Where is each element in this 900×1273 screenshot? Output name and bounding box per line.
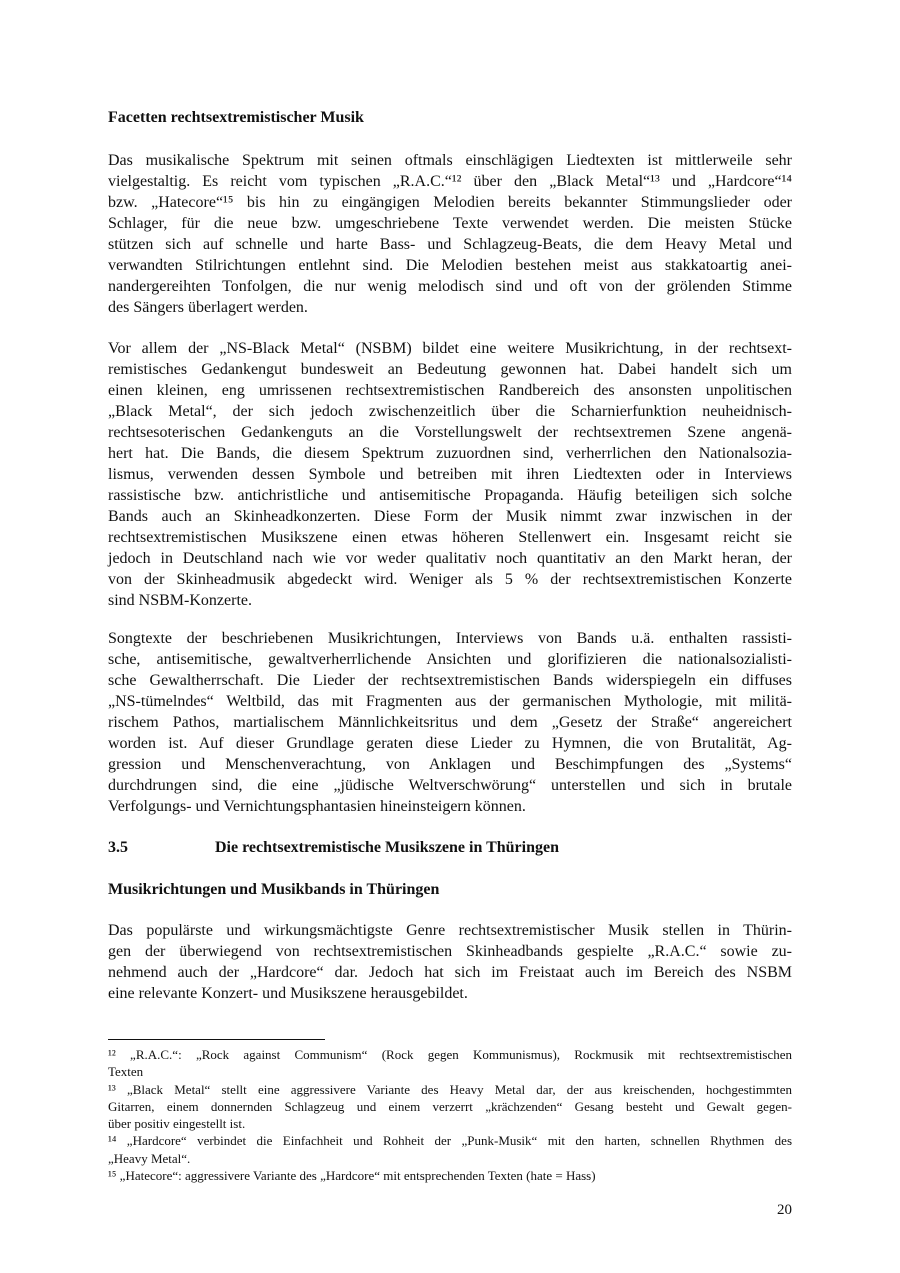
page-number: 20 — [777, 1202, 792, 1218]
footnotes — [108, 1046, 792, 1184]
text-line: stützen sich auf schnelle und harte Bass- und Schlagzeug-Beats, die dem Heavy Metal und — [108, 236, 792, 253]
text-line: Verfolgungs- und Vernichtungsphantasien hineinsteigern können. — [108, 798, 526, 815]
text-line: rechtsesoterischen Gedankenguts an die Vorstellungswelt der rechtsextremen Szene angenä- — [108, 424, 792, 441]
text-line: rischem Pathos, martialischem Männlichkeitsritus und dem „Gesetz der Straße“ angereichert — [108, 714, 792, 731]
text-line: Vor allem der „NS-Black Metal“ (NSBM) bildet eine weitere Musikrichtung, in der rechtsext- — [108, 340, 792, 357]
footnote-15: ¹⁵ „Hatecore“: aggressivere Variante des „Hardcore“ mit entsprechenden Texten (hate = Hass) — [108, 1168, 596, 1184]
text-line: nehmend auch der „Hardcore“ dar. Jedoch hat sich im Freistaat auch im Bereich des NSBM — [108, 964, 792, 981]
text-line: verwandten Stilrichtungen entlehnt sind. Die Melodien bestehen meist aus stakkatoartig anei- — [108, 257, 792, 274]
text-line: Bands auch an Skinheadkonzerten. Diese Form der Musik nimmt zwar inzwischen in der — [108, 508, 792, 525]
paragraph-4 — [108, 920, 792, 1004]
section-number: 3.5 — [108, 839, 128, 856]
text-line: jedoch in Deutschland nach wie vor weder qualitativ noch quantitativ an den Markt heran, der — [108, 550, 792, 567]
text-line: durchdrungen sind, die eine „jüdische Weltverschwörung“ unterstellen und sich in brutale — [108, 777, 792, 794]
text-line: sind NSBM-Konzerte. — [108, 592, 252, 609]
footnote-13-cont: Gitarren, einem donnernden Schlagzeug und einem verzerrt „krächzenden“ Gesang besteht und Gewalt gegen- — [108, 1098, 792, 1114]
text-line: bzw. „Hatecore“¹⁵ bis hin zu eingängigen Melodien bereits bekannter Stimmungslieder oder — [108, 194, 792, 211]
text-line: Schlager, für die neue bzw. umgeschriebene Texte verwendet werden. Die meisten Stücke — [108, 215, 792, 232]
text-line: „Black Metal“, der sich jedoch zwischenzeitlich über die Scharnierfunktion neuheidnisch- — [108, 403, 792, 420]
text-line: einen kleinen, eng umrissenen rechtsextremistischen Randbereich des ansonsten unpolitischen — [108, 382, 792, 399]
text-line: sche Gewaltherrschaft. Die Lieder der rechtsextremistischen Bands widerspiegeln ein diffuses — [108, 672, 792, 689]
text-line: von der Skinheadmusik abgedeckt wird. Weniger als 5 % der rechtsextremistischen Konzerte — [108, 571, 792, 588]
footnote-12: ¹² „R.A.C.“: „Rock against Communism“ (Rock gegen Kommunismus), Rockmusik mit rechtsextremistischen — [108, 1047, 792, 1062]
text-line: „NS-tümelndes“ Weltbild, das mit Fragmenten aus der germanischen Mythologie, mit militä- — [108, 693, 792, 710]
text-line: nandergereihten Tonfolgen, die nur wenig melodisch sind und oft von der grölenden Stimme — [108, 278, 792, 295]
text-line: worden ist. Auf dieser Grundlage geraten diese Lieder zu Hymnen, die von Brutalität, Ag- — [108, 735, 792, 752]
text-line: rechtsextremistischen Musikszene einen etwas höheren Stellenwert ein. Insgesamt reicht sie — [108, 529, 792, 546]
text-line: hert hat. Die Bands, die diesem Spektrum zuzuordnen sind, verherrlichen den Nationalsozia- — [108, 445, 792, 462]
text-line: Songtexte der beschriebenen Musikrichtungen, Interviews von Bands u.ä. enthalten rassisti- — [108, 630, 792, 647]
text-line: lismus, verwenden dessen Symbole und betreiben mit ihren Liedtexten oder in Interviews — [108, 466, 792, 483]
paragraph-2 — [108, 338, 792, 611]
heading-musikrichtungen: Musikrichtungen und Musikbands in Thüringen — [108, 881, 440, 898]
text-line: Das populärste und wirkungsmächtigste Genre rechtsextremistischer Musik stellen in Thürin- — [108, 922, 792, 939]
text-line: gression und Menschenverachtung, von Anklagen und Beschimpfungen des „Systems“ — [108, 756, 792, 773]
footnote-14: ¹⁴ „Hardcore“ verbindet die Einfachheit und Rohheit der „Punk-Musik“ mit den harten, schnellen Rhythmen des — [108, 1133, 792, 1149]
footnote-separator — [108, 1039, 325, 1040]
text-line: des Sängers überlagert werden. — [108, 299, 308, 316]
heading-facetten: Facetten rechtsextremistischer Musik — [108, 109, 364, 126]
text-line: Das musikalische Spektrum mit seinen oftmals einschlägigen Liedtexten ist mittlerweile sehr — [108, 152, 792, 169]
footnote-12-cont: Texten — [108, 1064, 144, 1080]
text-line: remistisches Gedankengut bundesweit an Bedeutung gewonnen hat. Dabei handelt sich um — [108, 361, 792, 378]
footnote-14-cont: „Heavy Metal“. — [108, 1150, 191, 1166]
footnote-13-cont: über positiv eingestellt ist. — [108, 1116, 246, 1132]
paragraph-1 — [108, 150, 792, 318]
footnote-13: ¹³ „Black Metal“ stellt eine aggressivere Variante des Heavy Metal dar, der aus kreischenden, hochgestimmten — [108, 1081, 792, 1097]
section-title: Die rechtsextremistische Musikszene in Thüringen — [215, 839, 559, 856]
text-line: rassistische bzw. antichristliche und antisemitische Propaganda. Häufig beteiligen sich solche — [108, 487, 792, 504]
text-line: eine relevante Konzert- und Musikszene herausgebildet. — [108, 985, 468, 1002]
text-line: sche, antisemitische, gewaltverherrlichende Ansichten und glorifizieren die nationalsozialisti- — [108, 651, 792, 668]
paragraph-3 — [108, 628, 792, 817]
text-line: vielgestaltig. Es reicht vom typischen „R.A.C.“¹² über den „Black Metal“¹³ und „Hardcore“¹⁴ — [108, 173, 792, 190]
text-line: gen der überwiegend von rechtsextremistischen Skinheadbands gespielte „R.A.C.“ sowie zu- — [108, 943, 792, 960]
